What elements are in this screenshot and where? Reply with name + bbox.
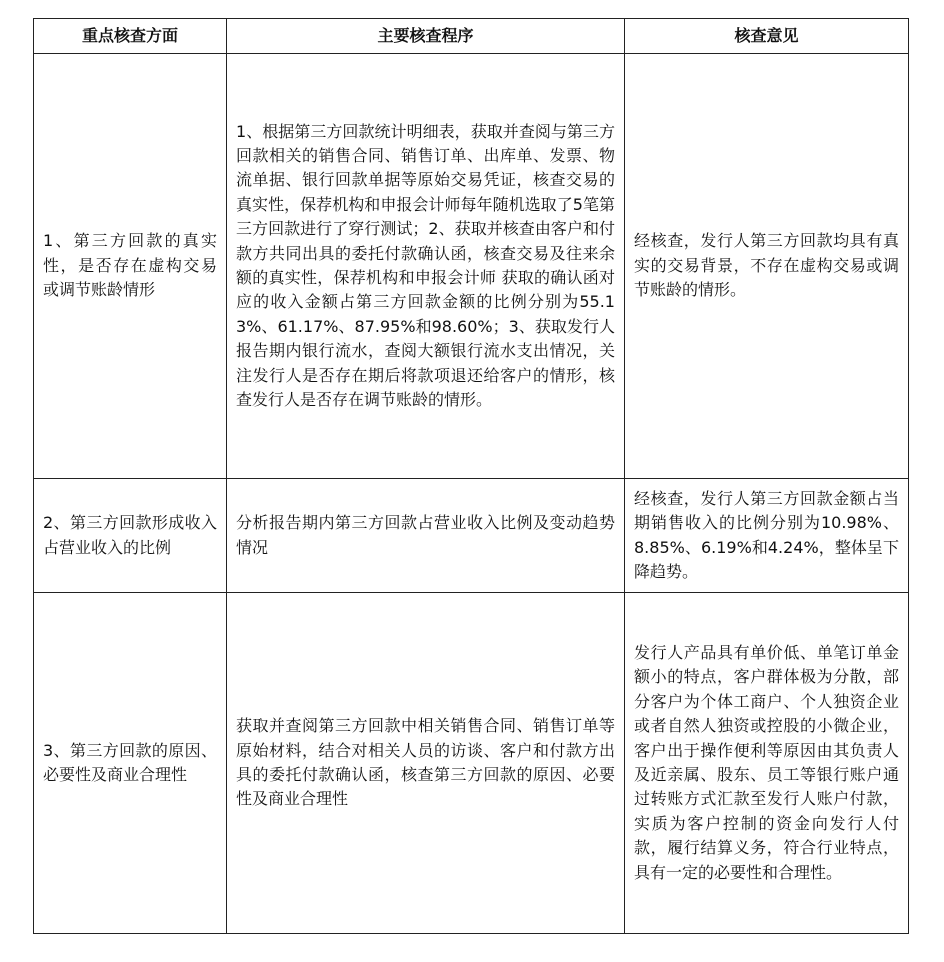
aspect-cell	[34, 54, 227, 479]
aspect-cell	[34, 479, 227, 593]
procedure-text: 分析报告期内第三方回款占营业收入比例及变动趋势情况	[236, 513, 615, 557]
procedure-text: 1、根据第三方回款统计明细表，获取并查阅与第三方回款相关的销售合同、销售订单、出库单、发票、物流单据、银行回款单据等原始交易凭证，核查交易的真实性，保荐机构和申报会计师每年随机选取了5笔第三方回款进行了穿行测试；2、获取并核查由客户和付款方共同出具的委托付款确认函，核查交易及往来余额的真实性，保荐机构和申报会计师 获取的确认函对应的收入金额占第三方回款金额的比例分别为55.13%、61.17%、87.95%和98.60%；3、获取发行人报告期内银行流水，查阅大额银行流水支出情况，关注发行人是否存在期后将款项退还给客户的情形，核查发行人是否存在调节账龄的情形。	[236, 121, 615, 410]
opinion-text: 经核查，发行人第三方回款金额占当期销售收入的比例分别为10.98%、8.85%、6.19%和4.24%，整体呈下降趋势。	[634, 488, 899, 581]
header-key-aspect: 重点核查方面	[34, 19, 227, 54]
procedure-text: 获取并查阅第三方回款中相关销售合同、销售订单等原始材料，结合对相关人员的访谈、客户和付款方出具的委托付款确认函，核查第三方回款的原因、必要性及商业合理性	[236, 716, 615, 809]
aspect-text: 3、第三方回款的原因、必要性及商业合理性	[43, 740, 217, 784]
aspect-cell	[34, 593, 227, 934]
aspect-text: 1、第三方回款的真实性，是否存在虚构交易或调节账龄情形	[43, 231, 217, 300]
procedure-cell	[227, 479, 625, 593]
table-row	[34, 593, 909, 934]
opinion-text: 经核查，发行人第三方回款均具有真实的交易背景，不存在虚构交易或调节账龄的情形。	[634, 231, 899, 300]
header-row	[34, 19, 909, 54]
opinion-cell	[625, 593, 909, 934]
opinion-cell	[625, 54, 909, 479]
procedure-cell	[227, 54, 625, 479]
table-header	[34, 19, 909, 54]
procedure-cell	[227, 593, 625, 934]
verification-table	[33, 18, 909, 934]
table-row	[34, 54, 909, 479]
opinion-text: 发行人产品具有单价低、单笔订单金额小的特点，客户群体极为分散，部分客户为个体工商户、个人独资企业或者自然人独资或控股的小微企业，客户出于操作便利等原因由其负责人及近亲属、股东、员工等银行账户通过转账方式汇款至发行人账户付款，实质为客户控制的资金向发行人付 款，履行结算义务，符合行业特点，具有一定的必要性和合理性。	[634, 642, 899, 882]
header-opinion: 核查意见	[625, 19, 909, 54]
table-body	[34, 54, 909, 934]
aspect-text: 2、第三方回款形成收入占营业收入的比例	[43, 513, 217, 557]
opinion-cell	[625, 479, 909, 593]
header-main-procedure: 主要核查程序	[227, 19, 625, 54]
table-row	[34, 479, 909, 593]
